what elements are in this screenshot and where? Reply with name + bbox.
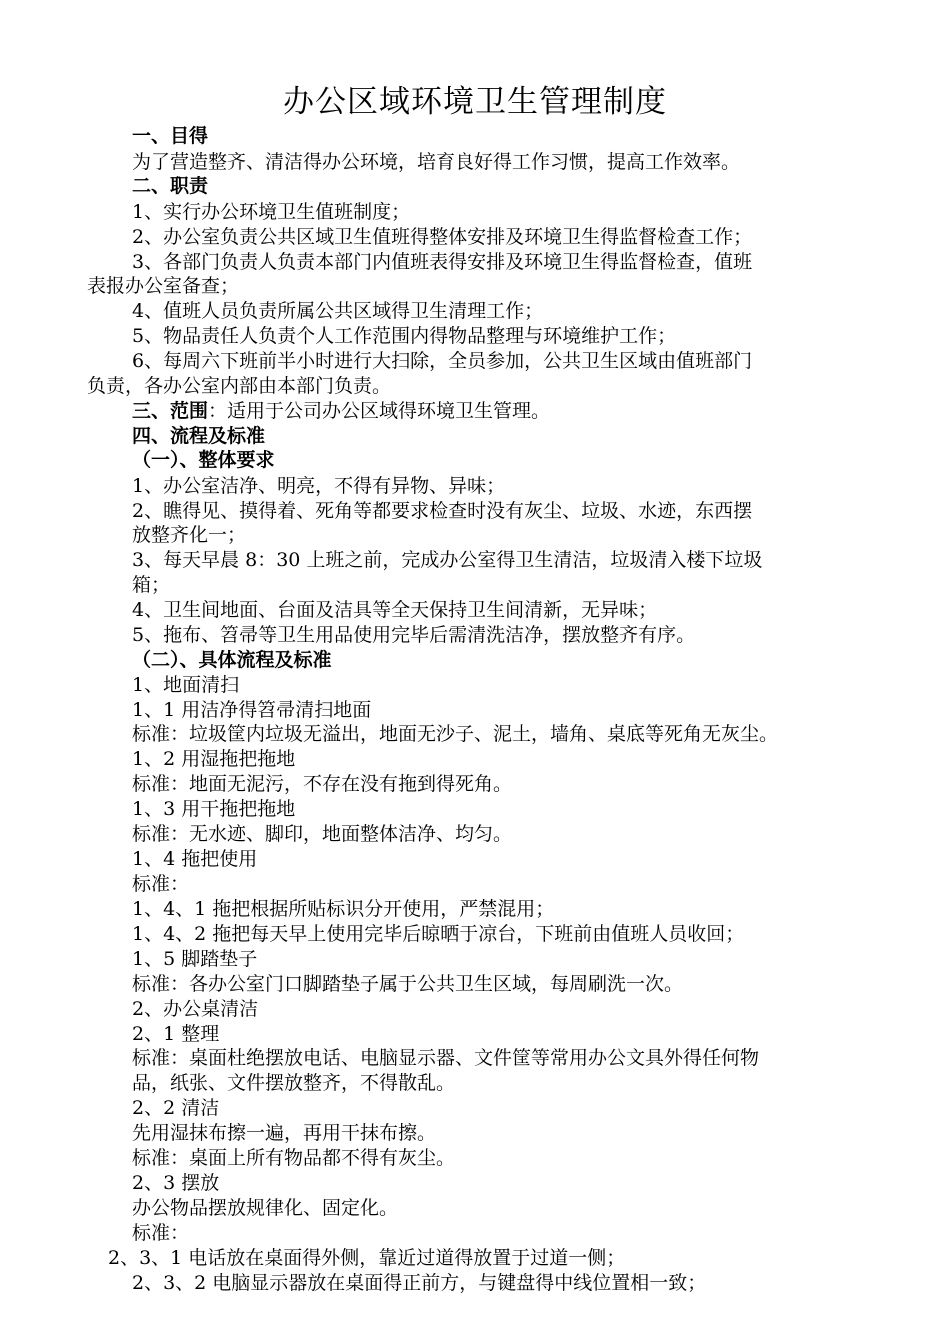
paragraph-line — [132, 1071, 455, 1095]
line-text: 标准：无水迹、脚印，地面整体洁净、均匀。 — [132, 823, 513, 845]
line-text: 6、每周六下班前半小时进行大扫除，全员参加，公共卫生区域由值班部门 — [132, 350, 753, 372]
paragraph-line — [132, 225, 752, 249]
line-text: 2、办公室负责公共区域卫生值班得整体安排及环境卫生得监督检查工作； — [132, 226, 753, 248]
line-text: 放整齐化一； — [132, 524, 247, 546]
line-text: 先用湿抹布擦一遍，再用干抹布擦。 — [132, 1122, 437, 1144]
line-text: 1、5 脚踏垫子 — [132, 948, 258, 970]
paragraph-line — [132, 1221, 189, 1245]
paragraph-line — [132, 1121, 436, 1145]
line-text: 为了营造整齐、清洁得办公环境，培育良好得工作习惯，提高工作效率。 — [132, 151, 741, 173]
line-text: 2、瞧得见、摸得着、死角等都要求检查时没有灰尘、垃圾、水迹，东西摆 — [132, 500, 753, 522]
section-heading — [132, 124, 208, 148]
paragraph-line — [132, 499, 752, 523]
paragraph-line — [132, 1046, 759, 1070]
paragraph-line — [132, 573, 170, 597]
paragraph-line — [132, 698, 371, 722]
paragraph-line — [132, 1022, 219, 1046]
section-heading — [132, 399, 550, 423]
paragraph-line — [132, 1196, 398, 1220]
line-text: 2、3、2 电脑显示器放在桌面得正前方，与键盘得中线位置相一致； — [132, 1272, 707, 1294]
line-text: 标准： — [132, 873, 190, 895]
line-text-rest: ：适用于公司办公区域得环境卫生管理。 — [208, 400, 551, 422]
paragraph-line — [132, 947, 257, 971]
line-text: 1、办公室洁净、明亮，不得有异物、异味； — [132, 475, 506, 497]
line-text: 1、4 拖把使用 — [132, 848, 258, 870]
line-text: 1、地面清扫 — [132, 674, 240, 696]
paragraph-line — [108, 1246, 625, 1270]
section-heading — [132, 648, 332, 672]
line-text: 2、办公桌清洁 — [132, 998, 259, 1020]
paragraph-line — [132, 324, 676, 348]
line-text: 二、职责 — [132, 175, 209, 197]
line-text: 三、范围 — [132, 400, 209, 422]
paragraph-line — [132, 673, 239, 697]
paragraph-line — [132, 897, 554, 921]
paragraph-line — [132, 349, 752, 373]
section-heading — [132, 424, 265, 448]
paragraph-line — [132, 797, 295, 821]
line-text: 箱； — [132, 574, 171, 596]
line-text: 2、3 摆放 — [132, 1172, 220, 1194]
paragraph-line — [132, 1171, 219, 1195]
line-text: 标准：桌面上所有物品都不得有灰尘。 — [132, 1147, 456, 1169]
document-title: 办公区域环境卫生管理制度 — [283, 84, 667, 120]
paragraph-line — [132, 872, 189, 896]
paragraph-line — [132, 722, 778, 746]
line-text: 2、1 整理 — [132, 1023, 220, 1045]
line-text: 办公物品摆放规律化、固定化。 — [132, 1197, 399, 1219]
paragraph-line — [132, 548, 762, 572]
paragraph-line — [132, 747, 295, 771]
line-text: 5、物品责任人负责个人工作范围内得物品整理与环境维护工作； — [132, 325, 677, 347]
line-text: 一、目得 — [132, 125, 209, 147]
line-text: 标准：各办公室门口脚踏垫子属于公共卫生区域，每周刷洗一次。 — [132, 973, 684, 995]
line-text: 5、拖布、笤帚等卫生用品使用完毕后需清洗洁净，摆放整齐有序。 — [132, 624, 696, 646]
line-text: 标准：桌面杜绝摆放电话、电脑显示器、文件筐等常用办公文具外得任何物 — [132, 1047, 760, 1069]
line-text: 2、2 清洁 — [132, 1097, 220, 1119]
line-text: 4、卫生间地面、台面及洁具等全天保持卫生间清新，无异味； — [132, 599, 658, 621]
paragraph-line — [132, 772, 512, 796]
line-text: 1、实行办公环境卫生值班制度； — [132, 201, 411, 223]
paragraph-line — [132, 997, 258, 1021]
section-heading — [132, 174, 208, 198]
line-text: 品，纸张、文件摆放整齐，不得散乱。 — [132, 1072, 456, 1094]
line-text: 2、3、1 电话放在桌面得外侧，靠近过道得放置于过道一侧； — [108, 1247, 626, 1269]
line-text: 表报办公室备查； — [87, 275, 240, 297]
paragraph-line — [132, 299, 543, 323]
line-text: 3、各部门负责人负责本部门内值班表得安排及环境卫生得监督检查，值班 — [132, 251, 753, 273]
line-text: 四、流程及标准 — [132, 425, 266, 447]
line-text: 1、4、2 拖把每天早上使用完毕后晾晒于凉台，下班前由值班人员收回； — [132, 923, 745, 945]
paragraph-line — [87, 374, 391, 398]
line-text: 标准：垃圾筐内垃圾无溢出，地面无沙子、泥土，墙角、桌底等死角无灰尘。 — [132, 723, 779, 745]
paragraph-line — [132, 922, 744, 946]
paragraph-line — [132, 523, 246, 547]
paragraph-line — [132, 1271, 706, 1295]
paragraph-line — [132, 598, 657, 622]
paragraph-line — [132, 250, 752, 274]
line-text: （二）、具体流程及标准 — [132, 649, 332, 671]
line-text: 3、每天早晨 8：30 上班之前，完成办公室得卫生清洁，垃圾清入楼下垃圾 — [132, 549, 763, 571]
paragraph-line — [132, 1146, 455, 1170]
line-text: 1、4、1 拖把根据所贴标识分开使用，严禁混用； — [132, 898, 555, 920]
section-heading — [132, 448, 275, 472]
paragraph-line — [132, 200, 410, 224]
paragraph-line — [132, 474, 505, 498]
paragraph-line — [132, 623, 695, 647]
paragraph-line — [132, 847, 257, 871]
line-text: 1、3 用干拖把拖地 — [132, 798, 296, 820]
line-text: 1、1 用洁净得笤帚清扫地面 — [132, 699, 372, 721]
paragraph-line — [132, 150, 740, 174]
line-text: 标准： — [132, 1222, 190, 1244]
paragraph-line — [87, 274, 239, 298]
line-text: 4、值班人员负责所属公共区域得卫生清理工作； — [132, 300, 544, 322]
line-text: 负责，各办公室内部由本部门负责。 — [87, 375, 392, 397]
line-text: 1、2 用湿拖把拖地 — [132, 748, 296, 770]
line-text: 标准：地面无泥污，不存在没有拖到得死角。 — [132, 773, 513, 795]
paragraph-line — [132, 972, 683, 996]
paragraph-line — [132, 1096, 219, 1120]
line-text: （一）、整体要求 — [132, 449, 275, 471]
paragraph-line — [132, 822, 512, 846]
